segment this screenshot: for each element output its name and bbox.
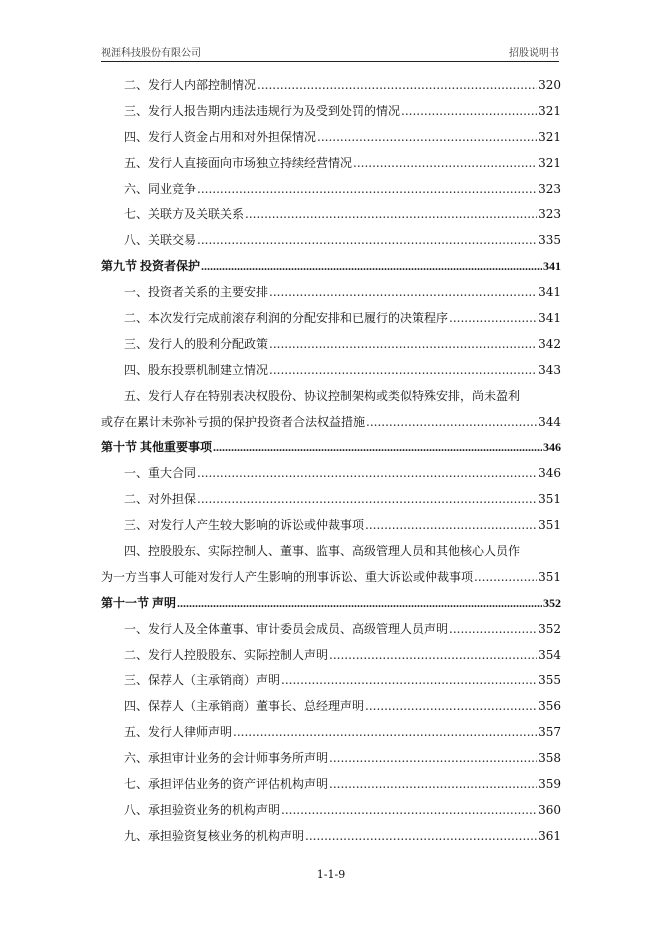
dot-leader	[281, 803, 537, 817]
toc-entry-continuation[interactable]	[101, 413, 561, 439]
table-of-contents	[101, 76, 561, 853]
toc-entry-title-continued: 或存在累计未弥补亏损的保护投资者合法权益措施	[101, 414, 366, 429]
toc-page-number: 351	[538, 492, 561, 507]
dot-leader	[449, 311, 537, 325]
toc-entry-title: 五、发行人直接面向市场独立持续经营情况	[124, 155, 353, 170]
header-company-name: 视涯科技股份有限公司	[101, 48, 201, 59]
toc-entry-title: 一、发行人及全体董事、审计委员会成员、高级管理人员声明	[124, 621, 449, 636]
toc-entry-title: 二、发行人内部控制情况	[124, 78, 257, 92]
dot-leader	[233, 725, 537, 739]
dot-leader	[281, 673, 537, 687]
dot-leader	[197, 233, 537, 247]
toc-section-title: 第九节 投资者保护	[101, 259, 201, 274]
dot-leader	[365, 518, 537, 532]
toc-entry[interactable]	[101, 801, 561, 827]
toc-entry[interactable]	[101, 749, 561, 775]
toc-entry-title: 七、关联方及关联关系	[124, 207, 245, 222]
toc-page-number: 335	[538, 233, 561, 248]
dot-leader	[365, 699, 537, 713]
toc-page-number: 352	[543, 595, 561, 610]
toc-entry[interactable]	[101, 464, 561, 490]
toc-entry-title: 一、投资者关系的主要安排	[124, 285, 269, 300]
toc-entry[interactable]	[101, 102, 561, 128]
dot-leader	[197, 492, 537, 506]
toc-entry[interactable]	[101, 490, 561, 516]
toc-page-number: 341	[543, 259, 561, 274]
toc-entry[interactable]	[101, 335, 561, 361]
toc-entry[interactable]	[101, 309, 561, 335]
dot-leader	[329, 648, 537, 662]
dot-leader	[305, 829, 537, 843]
dot-leader	[213, 440, 542, 455]
toc-entry-title: 二、本次发行完成前滚存利润的分配安排和已履行的决策程序	[124, 311, 449, 326]
toc-page-number: 321	[538, 155, 561, 170]
dot-leader	[401, 104, 537, 118]
toc-entry-title: 二、发行人控股股东、实际控制人声明	[124, 647, 329, 662]
toc-entry-title: 二、对外担保	[124, 492, 197, 507]
dot-leader	[257, 78, 537, 92]
toc-page-number: 320	[538, 78, 561, 92]
toc-entry-title: 四、控股股东、实际控制人、董事、监事、高级管理人员和其他核心人员作	[124, 544, 521, 559]
toc-page-number: 343	[538, 362, 561, 377]
toc-entry-title: 四、发行人资金占用和对外担保情况	[124, 129, 317, 144]
toc-entry-title: 五、发行人律师声明	[124, 725, 233, 740]
toc-entry[interactable]	[101, 180, 561, 206]
toc-page-number: 361	[538, 828, 561, 843]
dot-leader	[197, 182, 537, 196]
toc-entry-title: 七、承担评估业务的资产评估机构声明	[124, 777, 329, 792]
toc-page-number: 352	[538, 621, 561, 636]
toc-page-number: 344	[538, 414, 561, 429]
toc-entry-title: 八、承担验资业务的机构声明	[124, 802, 281, 817]
toc-page-number: 351	[538, 518, 561, 533]
toc-entry[interactable]	[101, 646, 561, 672]
dot-leader	[317, 130, 537, 144]
dot-leader	[245, 207, 537, 221]
toc-section-title: 第十一节 声明	[101, 595, 177, 610]
header-divider	[101, 61, 559, 62]
toc-entry-title: 九、承担验资复核业务的机构声明	[124, 828, 305, 843]
toc-entry[interactable]	[101, 620, 561, 646]
toc-entry-title: 四、保荐人（主承销商）董事长、总经理声明	[124, 699, 365, 714]
toc-section-entry[interactable]	[101, 438, 561, 464]
toc-page-number: 356	[538, 699, 561, 714]
toc-page-number: 346	[543, 440, 561, 455]
toc-page-number: 357	[538, 725, 561, 740]
toc-entry[interactable]	[101, 827, 561, 853]
dot-leader	[269, 337, 537, 351]
dot-leader	[366, 415, 537, 429]
dot-leader	[329, 777, 537, 791]
toc-page-number: 341	[538, 311, 561, 326]
toc-page-number: 321	[538, 103, 561, 118]
dot-leader	[353, 156, 537, 170]
toc-entry-title: 六、承担审计业务的会计师事务所声明	[124, 751, 329, 766]
toc-entry[interactable]	[101, 775, 561, 801]
toc-entry-title: 三、发行人的股利分配政策	[124, 336, 269, 351]
toc-entry[interactable]	[101, 205, 561, 231]
toc-page-number: 351	[538, 569, 561, 584]
toc-entry-title: 三、发行人报告期内违法违规行为及受到处罚的情况	[124, 103, 401, 118]
toc-section-title: 第十节 其他重要事项	[101, 440, 213, 455]
toc-entry[interactable]	[101, 542, 561, 568]
toc-entry-title: 八、关联交易	[124, 233, 197, 248]
toc-entry-title: 一、重大合同	[124, 466, 197, 481]
toc-page-number: 341	[538, 285, 561, 300]
toc-entry[interactable]	[101, 516, 561, 542]
toc-entry[interactable]	[101, 154, 561, 180]
toc-entry[interactable]	[101, 723, 561, 749]
toc-entry-continuation[interactable]	[101, 568, 561, 594]
toc-entry-title: 四、股东投票机制建立情况	[124, 362, 269, 377]
toc-entry[interactable]	[101, 283, 561, 309]
toc-entry[interactable]	[101, 231, 561, 257]
toc-entry-title: 三、对发行人产生较大影响的诉讼或仲裁事项	[124, 518, 365, 533]
toc-entry[interactable]	[101, 387, 561, 413]
header-document-type: 招股说明书	[509, 48, 559, 59]
toc-entry-title-continued: 为一方当事人可能对发行人产生影响的刑事诉讼、重大诉讼或仲裁事项	[101, 569, 474, 584]
page-header	[101, 44, 559, 60]
dot-leader	[329, 751, 537, 765]
toc-entry[interactable]	[101, 128, 561, 154]
toc-page-number: 323	[538, 181, 561, 196]
dot-leader	[197, 466, 537, 480]
toc-entry[interactable]	[101, 361, 561, 387]
toc-page-number: 321	[538, 129, 561, 144]
toc-page-number: 355	[538, 673, 561, 688]
dot-leader	[201, 259, 542, 274]
toc-entry[interactable]	[101, 76, 561, 102]
toc-page-number: 354	[538, 647, 561, 662]
dot-leader	[449, 622, 537, 636]
toc-section-entry[interactable]	[101, 257, 561, 283]
toc-page-number: 342	[538, 336, 561, 351]
dot-leader	[177, 596, 542, 611]
toc-entry-title: 六、同业竞争	[124, 181, 197, 196]
toc-entry-title: 三、保荐人（主承销商）声明	[124, 673, 281, 688]
dot-leader	[269, 363, 537, 377]
toc-page-number: 358	[538, 751, 561, 766]
toc-page-number: 323	[538, 207, 561, 222]
toc-entry[interactable]	[101, 697, 561, 723]
dot-leader	[474, 570, 537, 584]
toc-page-number: 360	[538, 802, 561, 817]
page-number: 1-1-9	[316, 868, 346, 881]
toc-entry[interactable]	[101, 671, 561, 697]
toc-section-entry[interactable]	[101, 594, 561, 620]
dot-leader	[269, 285, 537, 299]
toc-page-number: 359	[538, 777, 561, 792]
toc-page-number: 346	[538, 466, 561, 481]
toc-entry-title: 五、发行人存在特别表决权股份、协议控制架构或类似特殊安排，尚未盈利	[124, 388, 521, 403]
